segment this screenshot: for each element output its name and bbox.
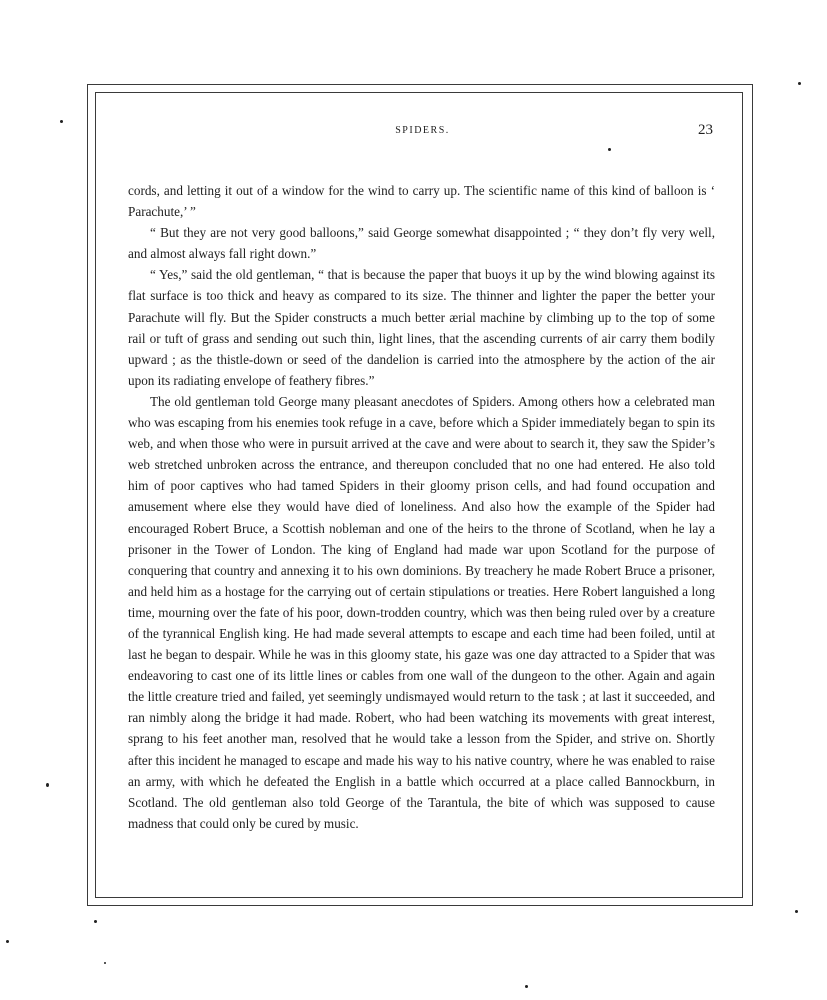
running-header [130, 122, 715, 142]
scan-speck [104, 962, 106, 964]
page-number: 23 [698, 122, 713, 138]
scan-speck [6, 940, 9, 943]
scan-speck [525, 985, 528, 988]
paragraph: “ Yes,” said the old gentleman, “ that is because the paper that buoys it up by the wind blowing against its flat surface is too thick and heavy as compared to its size. The thinner and lighter the paper the better your Parachute will fly. But the Spider constructs a much better ærial machine by climbing up to the top of some rail or tuft of grass and sending out such thin, light lines, that the ascending currents of air carry them bodily upward ; as the thistle-down or seed of the dandelion is carried into the atmosphere by the action of the air upon its radiating envelope of feathery fibres.” [128, 267, 715, 388]
scan-speck [46, 783, 49, 787]
scan-speck [795, 910, 798, 913]
body-text [128, 180, 715, 834]
running-title: SPIDERS. [395, 125, 450, 136]
paragraph: “ But they are not very good balloons,” said George somewhat disappointed ; “ they don’t fly very well, and almost always fall right down.” [128, 225, 715, 262]
paragraph: The old gentleman told George many pleasant anecdotes of Spiders. Among others how a celebrated man who was escaping from his enemies took refuge in a cave, before which a Spider immediately began to spin its web, and when those who were in pursuit arrived at the cave and were about to search it, they saw the Spider’s web stretched unbroken across the entrance, and thereupon concluded that no one had entered. He also told him of poor captives who had tamed Spiders in their gloomy prison cells, and had found occupation and amusement where else they would have died of loneliness. And also how the example of the Spider had encouraged Robert Bruce, a Scottish nobleman and one of the heirs to the throne of Scotland, when he lay a prisoner in the Tower of London. The king of England had made war upon Scotland for the purpose of conquering that country and annexing it to his own dominions. By treachery he made Robert Bruce a prisoner, and held him as a hostage for the carrying out of certain stipulations or treaties. Here Robert languished a long time, mourning over the fate of his poor, down-trodden country, which was then being ruled over by a creature of the tyrannical English king. He had made several attempts to escape and each time had been foiled, until at last he began to despair. While he was in this gloomy state, his gaze was one day attracted to a Spider that was endeavoring to cast one of its little lines or cables from one wall of the dungeon to the other. Again and again the little creature tried and failed, yet seemingly undismayed would return to the task ; at last it succeeded, and ran nimbly along the bridge it had made. Robert, who had been watching its movements with great interest, sprang to his feet another man, resolved that he would take a lesson from the Spider, and strive on. Shortly after this incident he managed to escape and made his way to his native country, where he was enabled to raise an army, with which he defeated the English in a battle which occurred at a place called Bannockburn, in Scotland. The old gentleman also told George of the Tarantula, the bite of which was supposed to cause madness that could only be cured by music. [128, 393, 715, 831]
scan-speck [608, 148, 611, 151]
paragraph-continuation: cords, and letting it out of a window for the wind to carry up. The scientific name of this kind of balloon is ‘ Parachute,’ ” [128, 183, 715, 220]
scan-speck [94, 920, 97, 923]
scan-speck [60, 120, 63, 123]
scan-speck [798, 82, 801, 85]
